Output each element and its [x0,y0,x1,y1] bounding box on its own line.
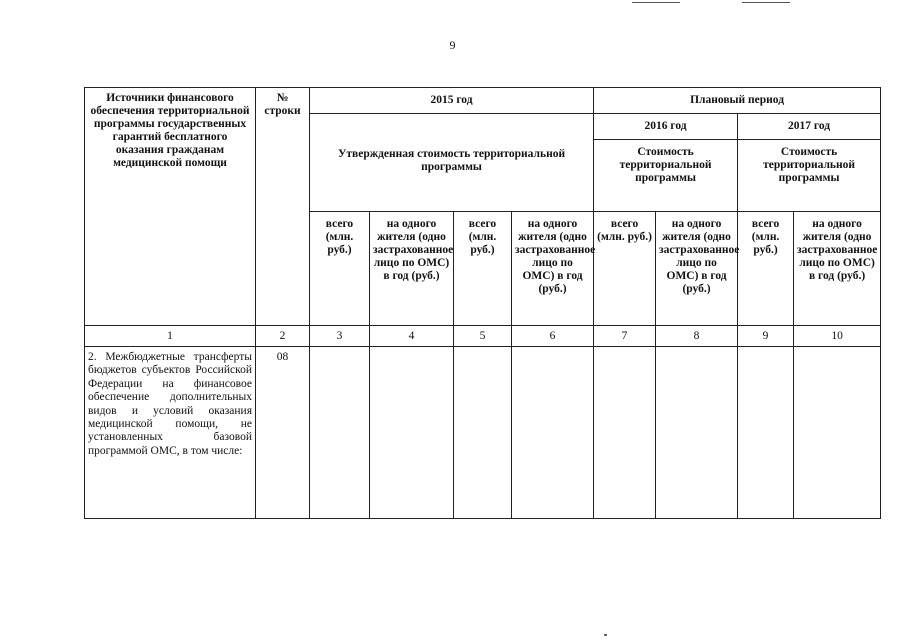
cell-col5 [454,347,512,519]
header-year-2015: 2015 год [310,88,594,114]
table-row [85,347,881,519]
cell-col8 [656,347,738,519]
header-year-2016: 2016 год [594,114,738,140]
column-number-9: 9 [738,326,794,347]
column-number-6: 6 [512,326,594,347]
column-number-10: 10 [794,326,881,347]
page-number: 9 [449,38,456,52]
cell-col4 [370,347,454,519]
header-per-capita-col8: на одного жителя (одно застрахованное лицо по ОМС) в год (руб.) [656,212,738,326]
cell-col3 [310,347,370,519]
header-year-2017: 2017 год [738,114,881,140]
header-per-capita-col6: на одного жителя (одно застрахованное лицо по ОМС) в год (руб.) [512,212,594,326]
cell-col6 [512,347,594,519]
header-cost-2016: Стоимость территориальной программы [594,140,738,212]
cell-col9 [738,347,794,519]
cell-col10 [794,347,881,519]
column-number-7: 7 [594,326,656,347]
row-label: 2. Межбюджетные трансферты бюджетов субъектов Российской Федерации на финансовое обеспечение дополнительных видов и условий оказания медицинской помощи, не установленных базовой программой ОМС, в том числе: [85,347,256,519]
header-row-number: № строки [256,88,310,326]
cell-col7 [594,347,656,519]
header-approved-cost: Утвержденная стоимость территориальной программы [310,114,594,212]
financing-table [84,87,881,519]
header-planning-period: Плановый период [594,88,881,114]
column-number-2: 2 [256,326,310,347]
column-number-8: 8 [656,326,738,347]
row-number: 08 [256,347,310,519]
column-number-4: 4 [370,326,454,347]
header-per-capita-col10: на одного жителя (одно застрахованное лицо по ОМС) в год (руб.) [794,212,881,326]
scan-mark [604,634,607,636]
top-rule-right [742,2,790,3]
header-per-capita-col4: на одного жителя (одно застрахованное лицо по ОМС) в год (руб.) [370,212,454,326]
header-total-col3: всего (млн. руб.) [310,212,370,326]
column-number-5: 5 [454,326,512,347]
header-sources: Источники финансового обеспечения территориальной программы государственных гарантий бесплатного оказания гражданам медицинской помощи [85,88,256,326]
top-rule-left [632,2,680,3]
header-total-col9: всего (млн. руб.) [738,212,794,326]
column-number-1: 1 [85,326,256,347]
header-cost-2017: Стоимость территориальной программы [738,140,881,212]
header-total-col5: всего (млн. руб.) [454,212,512,326]
header-total-col7: всего (млн. руб.) [594,212,656,326]
column-number-3: 3 [310,326,370,347]
